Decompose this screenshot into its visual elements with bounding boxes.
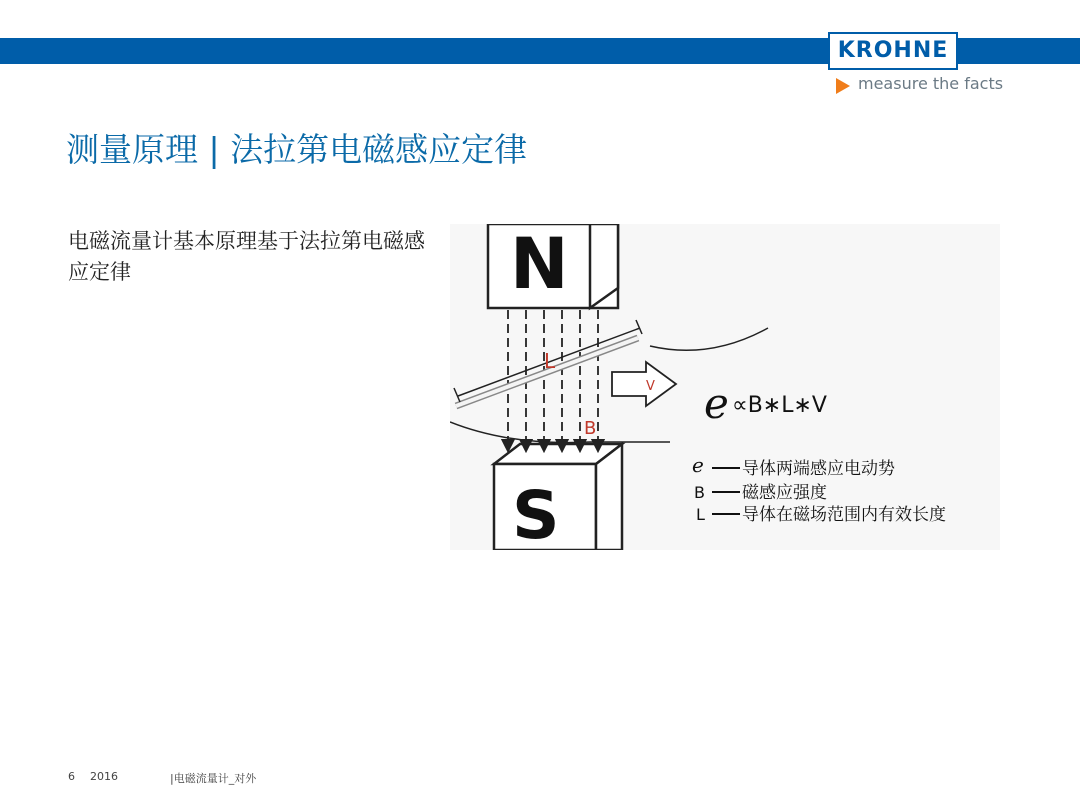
- formula-e: e: [704, 379, 729, 428]
- footer-page-number: 6: [68, 770, 75, 783]
- formula-proportional: ∝B∗L∗V: [732, 393, 827, 418]
- legend-text-b: 磁感应强度: [742, 483, 827, 503]
- velocity-label: V: [646, 379, 655, 394]
- field-label: B: [584, 418, 597, 439]
- north-label: N: [510, 224, 569, 305]
- south-label: S: [512, 477, 560, 550]
- legend-symbol-l: L: [696, 505, 705, 524]
- slide-body-text: 电磁流量计基本原理基于法拉第电磁感应定律: [68, 229, 425, 284]
- krohne-logo: [828, 32, 958, 70]
- legend-symbol-b: B: [694, 483, 705, 502]
- tagline-arrow-icon: [836, 78, 850, 94]
- legend: [692, 453, 946, 525]
- legend-symbol-e: e: [692, 453, 704, 477]
- flow-curve-lower: [450, 422, 670, 443]
- tagline: measure the facts: [858, 74, 1004, 93]
- north-magnet: [488, 224, 618, 308]
- flow-curve-upper: [650, 328, 768, 350]
- legend-text-e: 导体两端感应电动势: [742, 459, 895, 479]
- logo-text: KROHNE: [837, 38, 949, 63]
- legend-text-l: 导体在磁场范围内有效长度: [742, 505, 946, 525]
- velocity-arrow: [612, 362, 676, 406]
- south-magnet: [494, 444, 622, 550]
- footer-year: 2016: [90, 770, 118, 783]
- faraday-diagram: [450, 224, 1000, 550]
- footer-document-label: |电磁流量计_对外: [170, 772, 257, 785]
- faraday-diagram-svg: [450, 224, 1000, 550]
- length-label: L: [544, 349, 556, 373]
- slide-title: 测量原理 | 法拉第电磁感应定律: [66, 130, 528, 169]
